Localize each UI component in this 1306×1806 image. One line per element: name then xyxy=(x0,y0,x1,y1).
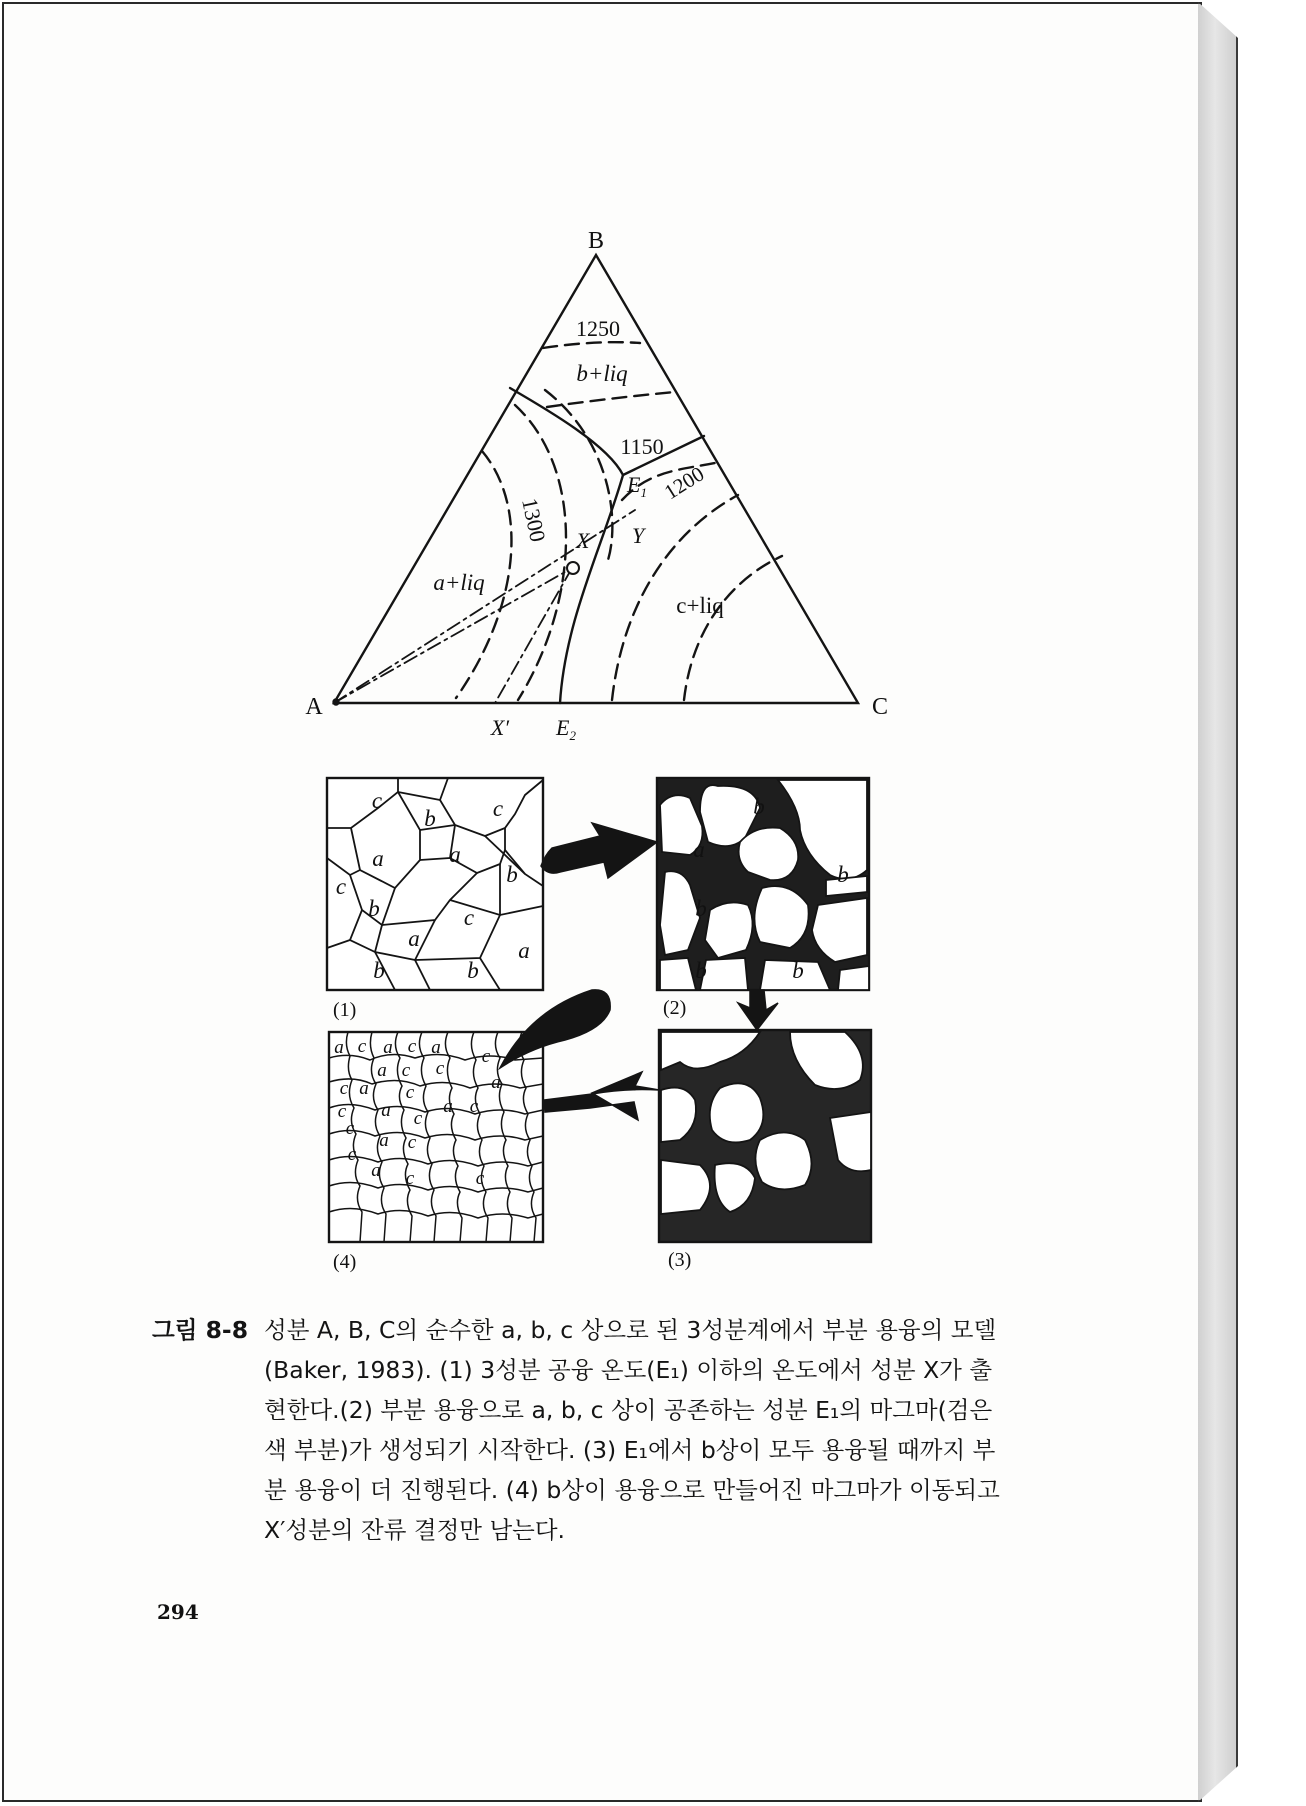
caption-line: X′성분의 잔류 결정만 남는다. xyxy=(264,1516,566,1544)
panel-3-label: (3) xyxy=(668,1249,692,1271)
panel-2-grain-label: a xyxy=(693,837,705,862)
point-y-label: Y xyxy=(632,523,645,548)
panel-1-grain-label: b xyxy=(424,806,436,831)
panel-4-grain-label: c xyxy=(405,1168,415,1189)
panel-4-grain-label: c xyxy=(347,1144,357,1165)
panel-4-grain-label: a xyxy=(379,1130,389,1151)
caption-text xyxy=(264,1310,1052,1550)
panel-1-grain-label: c xyxy=(371,788,383,813)
point-x-label: X xyxy=(576,528,590,553)
panel-4-grain-label: a xyxy=(359,1078,369,1099)
panel-4-grain-label: c xyxy=(435,1058,445,1079)
panel-2-grain-label: b xyxy=(792,958,804,983)
panel-4-grain-label: c xyxy=(401,1060,411,1081)
panel-1-grain-label: c xyxy=(335,874,347,899)
isotherm-1250-lower xyxy=(547,392,675,407)
panel-4-grain-label: c xyxy=(469,1096,479,1117)
panel-1-grain-label: b xyxy=(467,958,479,983)
panel-1-grain-label: b xyxy=(506,862,518,887)
isotherm-1200-lower xyxy=(684,556,782,700)
panel-1-label: (1) xyxy=(333,999,357,1021)
panel-1 xyxy=(327,778,543,1021)
panel-4-grain-label: a xyxy=(371,1160,381,1181)
panel-1-grain-label: a xyxy=(408,926,420,951)
caption-line: 현한다.(2) 부분 용융으로 a, b, c 상이 공존하는 성분 E₁의 마그마(검은 xyxy=(264,1396,993,1424)
panel-4-grain-label: a xyxy=(383,1037,393,1058)
figure-number: 그림 8-8 xyxy=(152,1316,249,1344)
panel-4 xyxy=(329,1032,543,1273)
point-a-marker xyxy=(334,700,339,705)
c-liq-field-label: c+liq xyxy=(676,593,724,618)
panel-2-label: (2) xyxy=(663,997,687,1019)
panel-4-grain-label: c xyxy=(407,1036,417,1057)
isotherm-1250-label: 1250 xyxy=(576,316,620,341)
page-number: 294 xyxy=(157,1600,199,1624)
panel-4-grain-label: c xyxy=(407,1132,417,1153)
panel-2 xyxy=(657,778,869,1019)
panel-2-grain-label: b xyxy=(695,958,707,983)
panel-4-grain-label: a xyxy=(334,1037,344,1058)
point-e1-label: $E_1$ xyxy=(627,472,647,500)
caption-line: 분 용융이 더 진행된다. (4) b상이 용융으로 만들어진 마그마가 이동되고 xyxy=(264,1476,1000,1504)
panel-1-grain-label: c xyxy=(492,796,504,821)
a-liq-field-label: a+liq xyxy=(433,570,485,595)
panel-4-grain-label: a xyxy=(381,1100,391,1121)
isotherm-1250-upper xyxy=(543,342,640,348)
b-liq-field-label: b+liq xyxy=(576,361,628,386)
panel-1-grain-label: a xyxy=(449,842,461,867)
magma-drop-shape xyxy=(500,990,610,1068)
isotherm-1200-label: 1200 xyxy=(659,461,709,505)
panel-4-grain-label: c xyxy=(405,1082,415,1103)
arrow-panel3-to-panel4 xyxy=(544,1072,659,1120)
panel-4-grain-label: a xyxy=(491,1072,501,1093)
isotherm-1150-label: 1150 xyxy=(620,434,664,459)
panel-4-label: (4) xyxy=(333,1251,357,1273)
boundary-curve-left xyxy=(510,388,623,475)
panel-2-grain-label: b xyxy=(695,896,707,921)
caption-line: 성분 A, B, C의 순수한 a, b, c 상으로 된 3성분계에서 부분 용융의 모델 xyxy=(264,1316,997,1344)
panel-4-grain-label: c xyxy=(481,1046,491,1067)
panel-1-grain-label: b xyxy=(368,896,380,921)
panel-4-grain-label: c xyxy=(339,1078,349,1099)
vertex-c-label: C xyxy=(871,694,889,720)
point-x-marker xyxy=(567,562,579,574)
panel-4-grain-label: a xyxy=(431,1037,441,1058)
arrow-panel2-to-panel3 xyxy=(738,990,778,1030)
isotherm-1300-label: 1300 xyxy=(517,495,551,545)
panel-2-grain-label: b xyxy=(837,862,849,887)
panel-4-grain-label: c xyxy=(475,1168,485,1189)
panel-1-grain-label: a xyxy=(518,938,530,963)
vertex-b-label: B xyxy=(587,228,605,254)
panel-2-grain-label: b xyxy=(753,794,765,819)
panel-1-grain-label: a xyxy=(372,846,384,871)
panel-3 xyxy=(659,1030,871,1271)
panel-1-grain-label: b xyxy=(373,958,385,983)
crystallization-path-line xyxy=(334,510,635,703)
panel-4-grain-label: c xyxy=(345,1118,355,1139)
panel-4-grain-label: c xyxy=(357,1036,367,1057)
ternary-labels xyxy=(305,228,888,743)
panel-4-grain-label: c xyxy=(337,1101,347,1122)
caption-line: 색 부분)가 생성되기 시작한다. (3) E₁에서 b상이 모두 용융될 때까지 부 xyxy=(264,1436,996,1464)
cotectic-curve xyxy=(560,475,623,703)
panel-4-grain-label: c xyxy=(413,1108,423,1129)
panel-4-grain-label: a xyxy=(443,1096,453,1117)
vertex-a-label: A xyxy=(305,694,323,720)
panel-1-grain-label: c xyxy=(463,905,475,930)
point-e2-label: $E_2$ xyxy=(556,715,576,743)
arrow-panel1-to-panel2 xyxy=(541,823,657,878)
point-x-prime-label: X′ xyxy=(490,715,510,740)
caption-line: (Baker, 1983). (1) 3성분 공융 온도(E₁) 이하의 온도에서 성분 X가 출 xyxy=(264,1356,993,1384)
panel-4-grain-label: a xyxy=(377,1060,387,1081)
